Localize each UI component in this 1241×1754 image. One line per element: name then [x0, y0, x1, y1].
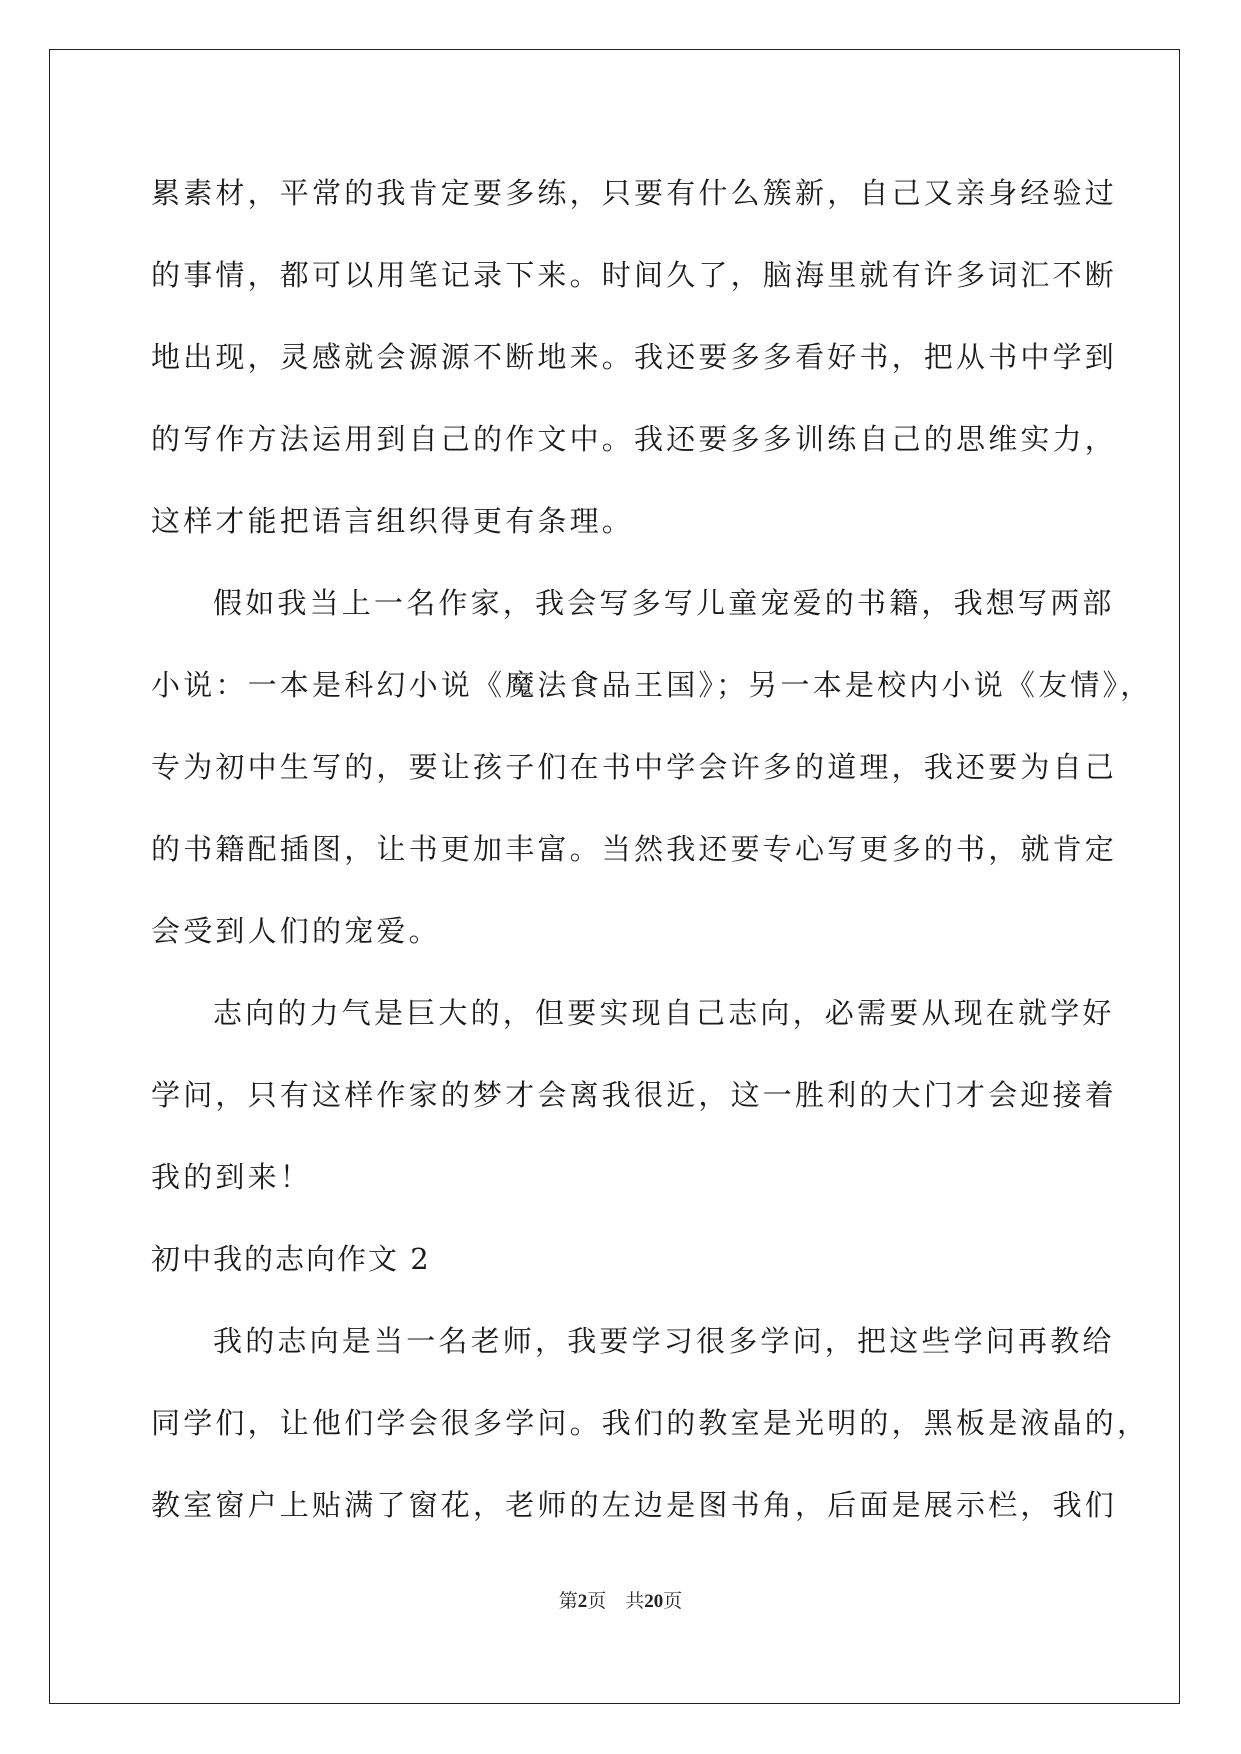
document-body	[151, 158, 1153, 1552]
text-line: 专为初中生写的，要让孩子们在书中学会许多的道理，我还要为自己	[151, 750, 1118, 784]
footer-prefix: 第	[558, 1591, 578, 1612]
footer-total-suffix: 页	[663, 1591, 683, 1612]
text-line: 的事情，都可以用笔记录下来。时间久了，脑海里就有许多词汇不断	[151, 258, 1118, 292]
text-line: 同学们，让他们学会很多学问。我们的教室是光明的，黑板是液晶的，	[151, 1406, 1150, 1440]
page-number: 2	[577, 1591, 588, 1612]
text-line: 假如我当上一名作家，我会写多写儿童宠爱的书籍，我想写两部	[213, 586, 1115, 620]
section-heading: 初中我的志向作文 2	[151, 1242, 431, 1276]
text-line: 学问，只有这样作家的梦才会离我很近，这一胜利的大门才会迎接着	[151, 1078, 1118, 1112]
text-line: 我的到来！	[151, 1160, 313, 1194]
text-line: 这样才能把语言组织得更有条理。	[151, 504, 635, 538]
footer-page-suffix: 页	[587, 1591, 607, 1612]
text-line: 小说：一本是科幻小说《魔法食品王国》；另一本是校内小说《友情》，	[151, 668, 1153, 702]
text-line: 累素材，平常的我肯定要多练，只要有什么簇新，自己又亲身经验过	[151, 176, 1118, 210]
text-line: 的写作方法运用到自己的作文中。我还要多多训练自己的思维实力，	[151, 422, 1118, 456]
page-footer	[0, 1586, 1241, 1613]
text-line: 会受到人们的宠爱。	[151, 914, 441, 948]
total-pages: 20	[644, 1591, 664, 1612]
text-line: 志向的力气是巨大的，但要实现自己志向，必需要从现在就学好	[213, 996, 1115, 1030]
text-line: 地出现，灵感就会源源不断地来。我还要多多看好书，把从书中学到	[151, 340, 1118, 374]
text-line: 的书籍配插图，让书更加丰富。当然我还要专心写更多的书，就肯定	[151, 832, 1118, 866]
footer-total-prefix: 共	[625, 1591, 645, 1612]
text-line: 教室窗户上贴满了窗花，老师的左边是图书角，后面是展示栏，我们	[151, 1488, 1118, 1522]
text-line: 我的志向是当一名老师，我要学习很多学问，把这些学问再教给	[213, 1324, 1115, 1358]
